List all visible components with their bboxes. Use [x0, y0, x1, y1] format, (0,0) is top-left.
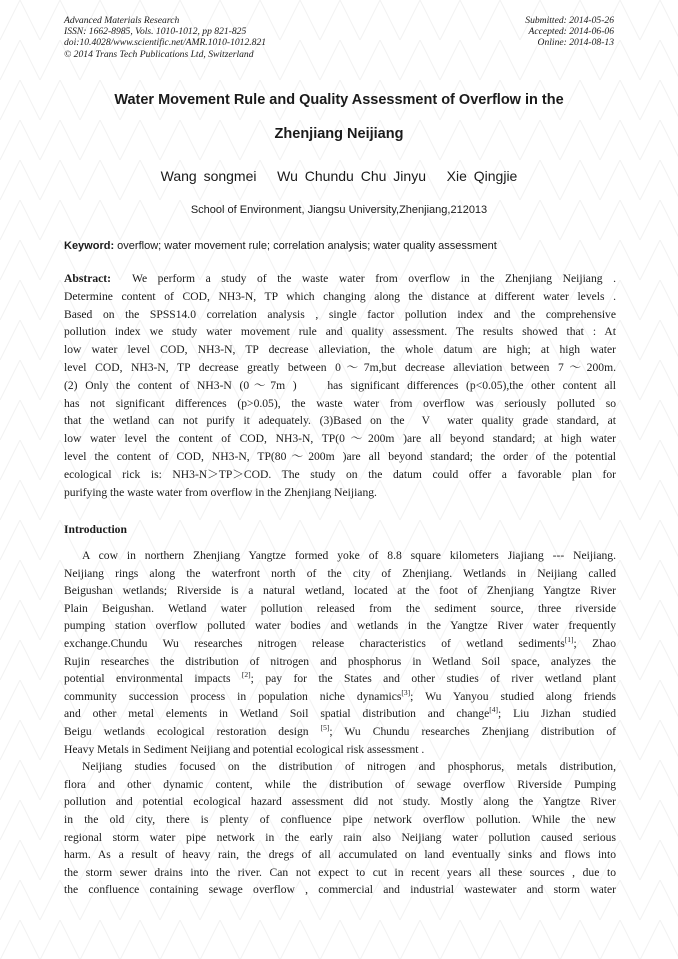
abstract-line: (2) Only the content of NH3-N (0～7m ) has significant differences (p<0.05),the other content all: [64, 378, 616, 392]
body-line: harm. As a result of heavy rain, the dregs of all accumulated on land eventually sinks and flows into: [64, 848, 616, 862]
body-line: regional storm water pipe network in the early rain also Neijiang water pollution caused serious: [64, 830, 616, 844]
abstract-line: Abstract: We perform a study of the waste water from overflow in the Zhenjiang Neijiang .: [64, 272, 616, 285]
body-line: and other metal elements in Wetland Soil spatial distribution and change[4]; Liu Jizhan studied: [64, 705, 616, 721]
abstract-line: pollution index we study water movement rule and quality assessment. The results showed that : At: [64, 325, 616, 339]
body-line: community succession process in population niche dynamics[3]; Wu Yanyou studied along friends: [64, 687, 616, 703]
keywords: [64, 240, 616, 252]
body-line: Rujin researches the distribution of nitrogen and phosphorus in Wetland Soil space, analyzes the: [64, 654, 616, 668]
keywords-label: Keyword:: [64, 240, 115, 252]
accepted-date: Accepted: 2014-06-06: [528, 26, 614, 38]
copyright-line: © 2014 Trans Tech Publications Ltd, Switzerland: [64, 48, 254, 60]
citation-1: [1]: [564, 634, 574, 644]
section-heading-introduction: Introduction: [64, 523, 127, 536]
abstract-line: low water level COD, NH3-N, TP decrease alleviation, the whole datum are high; at high water: [64, 343, 616, 357]
affiliation: School of Environment, Jiangsu University,Zhenjiang,212013: [190, 204, 488, 216]
submitted-date: Submitted: 2014-05-26: [525, 15, 614, 26]
body-line: pollution and potential ecological hazard assessment did not study. Mostly along the Yangtze River: [64, 795, 616, 809]
online-date: Online: 2014-08-13: [537, 37, 614, 49]
submission-dates: [525, 15, 614, 49]
body-line: A cow in northern Zhenjiang Yangtze formed yoke of 8.8 square kilometers Jiajiang --- Neijiang.: [82, 549, 616, 562]
abstract-line: low water level the content of COD, NH3-N, TP(0～200m )are all beyond standard; at high water: [64, 432, 616, 446]
body-line: Beigu wetlands ecological restoration design [5]; Wu Chundu researches Zhenjiang distribution of: [64, 722, 617, 738]
abstract-line: that the wetland can not purify it adequately. (3)Based on the V water quality grade standard, at: [64, 414, 616, 428]
body-line: the confluence containing sewage overflow , commercial and industrial wastewater and storm water: [64, 883, 616, 897]
body-line: Neijiang studies focused on the distribution of nitrogen and phosphorus, metals distribution,: [82, 760, 616, 774]
body-line: Neijiang rings along the waterfront north of the city of Zhenjiang. Wetlands in Neijiang called: [64, 566, 616, 580]
abstract: [64, 270, 616, 501]
paper-title-line-1: Water Movement Rule and Quality Assessment of Overflow in the: [114, 92, 564, 108]
body-line: Heavy Metals in Sediment Neijiang and potential ecological risk assessment .: [64, 742, 425, 756]
citation-2: [2]: [241, 670, 251, 680]
body-line: Plain Beigushan. Wetland water pollution released from the sediment source, three riverside: [64, 601, 616, 615]
abstract-line: Based on the SPSS14.0 correlation analysis , single factor pollution index and the comprehensive: [64, 307, 616, 321]
body-line: the storm sewer drains into the river. Can not expect to cut in recent years all these sources , due to: [64, 865, 616, 879]
citation-3: [3]: [401, 687, 411, 697]
abstract-line: Determine content of COD, NH3-N, TP which changing along the distance at different water levels .: [64, 289, 616, 303]
abstract-line: ecological rick is: NH3-N＞TP＞COD. The study on the datum could offer a favorable plan for: [64, 467, 616, 481]
doi-line: doi:10.4028/www.scientific.net/AMR.1010-1012.821: [64, 37, 267, 49]
keywords-text: overflow; water movement rule; correlation analysis; water quality assessment: [114, 240, 497, 252]
abstract-label: Abstract:: [64, 272, 112, 285]
issn-line: ISSN: 1662-8985, Vols. 1010-1012, pp 821-825: [64, 26, 247, 38]
journal-info: [64, 15, 266, 60]
abstract-line: level the content of COD, NH3-N, TP(80～200m )are all beyond standard; the order of the potential: [64, 449, 616, 463]
body-line: flora and other dynamic content, while the distribution of sewage overflow Riverside Pumping: [64, 777, 616, 791]
citation-4: [4]: [489, 705, 498, 715]
body-line: Beigushan wetlands; Riverside is a natural wetland, located at the foot of Zhenjiang Yangtze River: [64, 584, 616, 598]
body-line: exchange.Chundu Wu researches nitrogen release characteristics of wetland sediments[1]; Zhao: [64, 634, 616, 650]
abstract-line: purifying the waste water from overflow in the Zhenjiang Neijiang.: [64, 485, 377, 499]
author-list: Wang songmei Wu Chundu Chu Jinyu Xie Qingjie: [160, 168, 518, 184]
abstract-line: has not significant differences (p>0.05), the waste water from overflow was seriously polluted so: [64, 396, 616, 410]
paper-title-line-2: Zhenjiang Neijiang: [274, 126, 404, 142]
introduction-body: [64, 547, 616, 899]
body-line: in the old city, there is plenty of confluence pipe network overflow pollution. While the new: [64, 812, 616, 826]
journal-name: Advanced Materials Research: [64, 15, 180, 26]
body-line: pumping station overflow polluted water bodies and wetlands in the Yangtze River water frequently: [64, 619, 616, 633]
abstract-line: level COD, NH3-N, TP decrease greatly between 0～7m,but decrease alleviation between 7～200m.: [64, 360, 616, 374]
body-line: potential environmental impacts [2]; pay for the States and other studies of river wetland plant: [64, 670, 616, 686]
citation-5: [5]: [320, 722, 330, 732]
